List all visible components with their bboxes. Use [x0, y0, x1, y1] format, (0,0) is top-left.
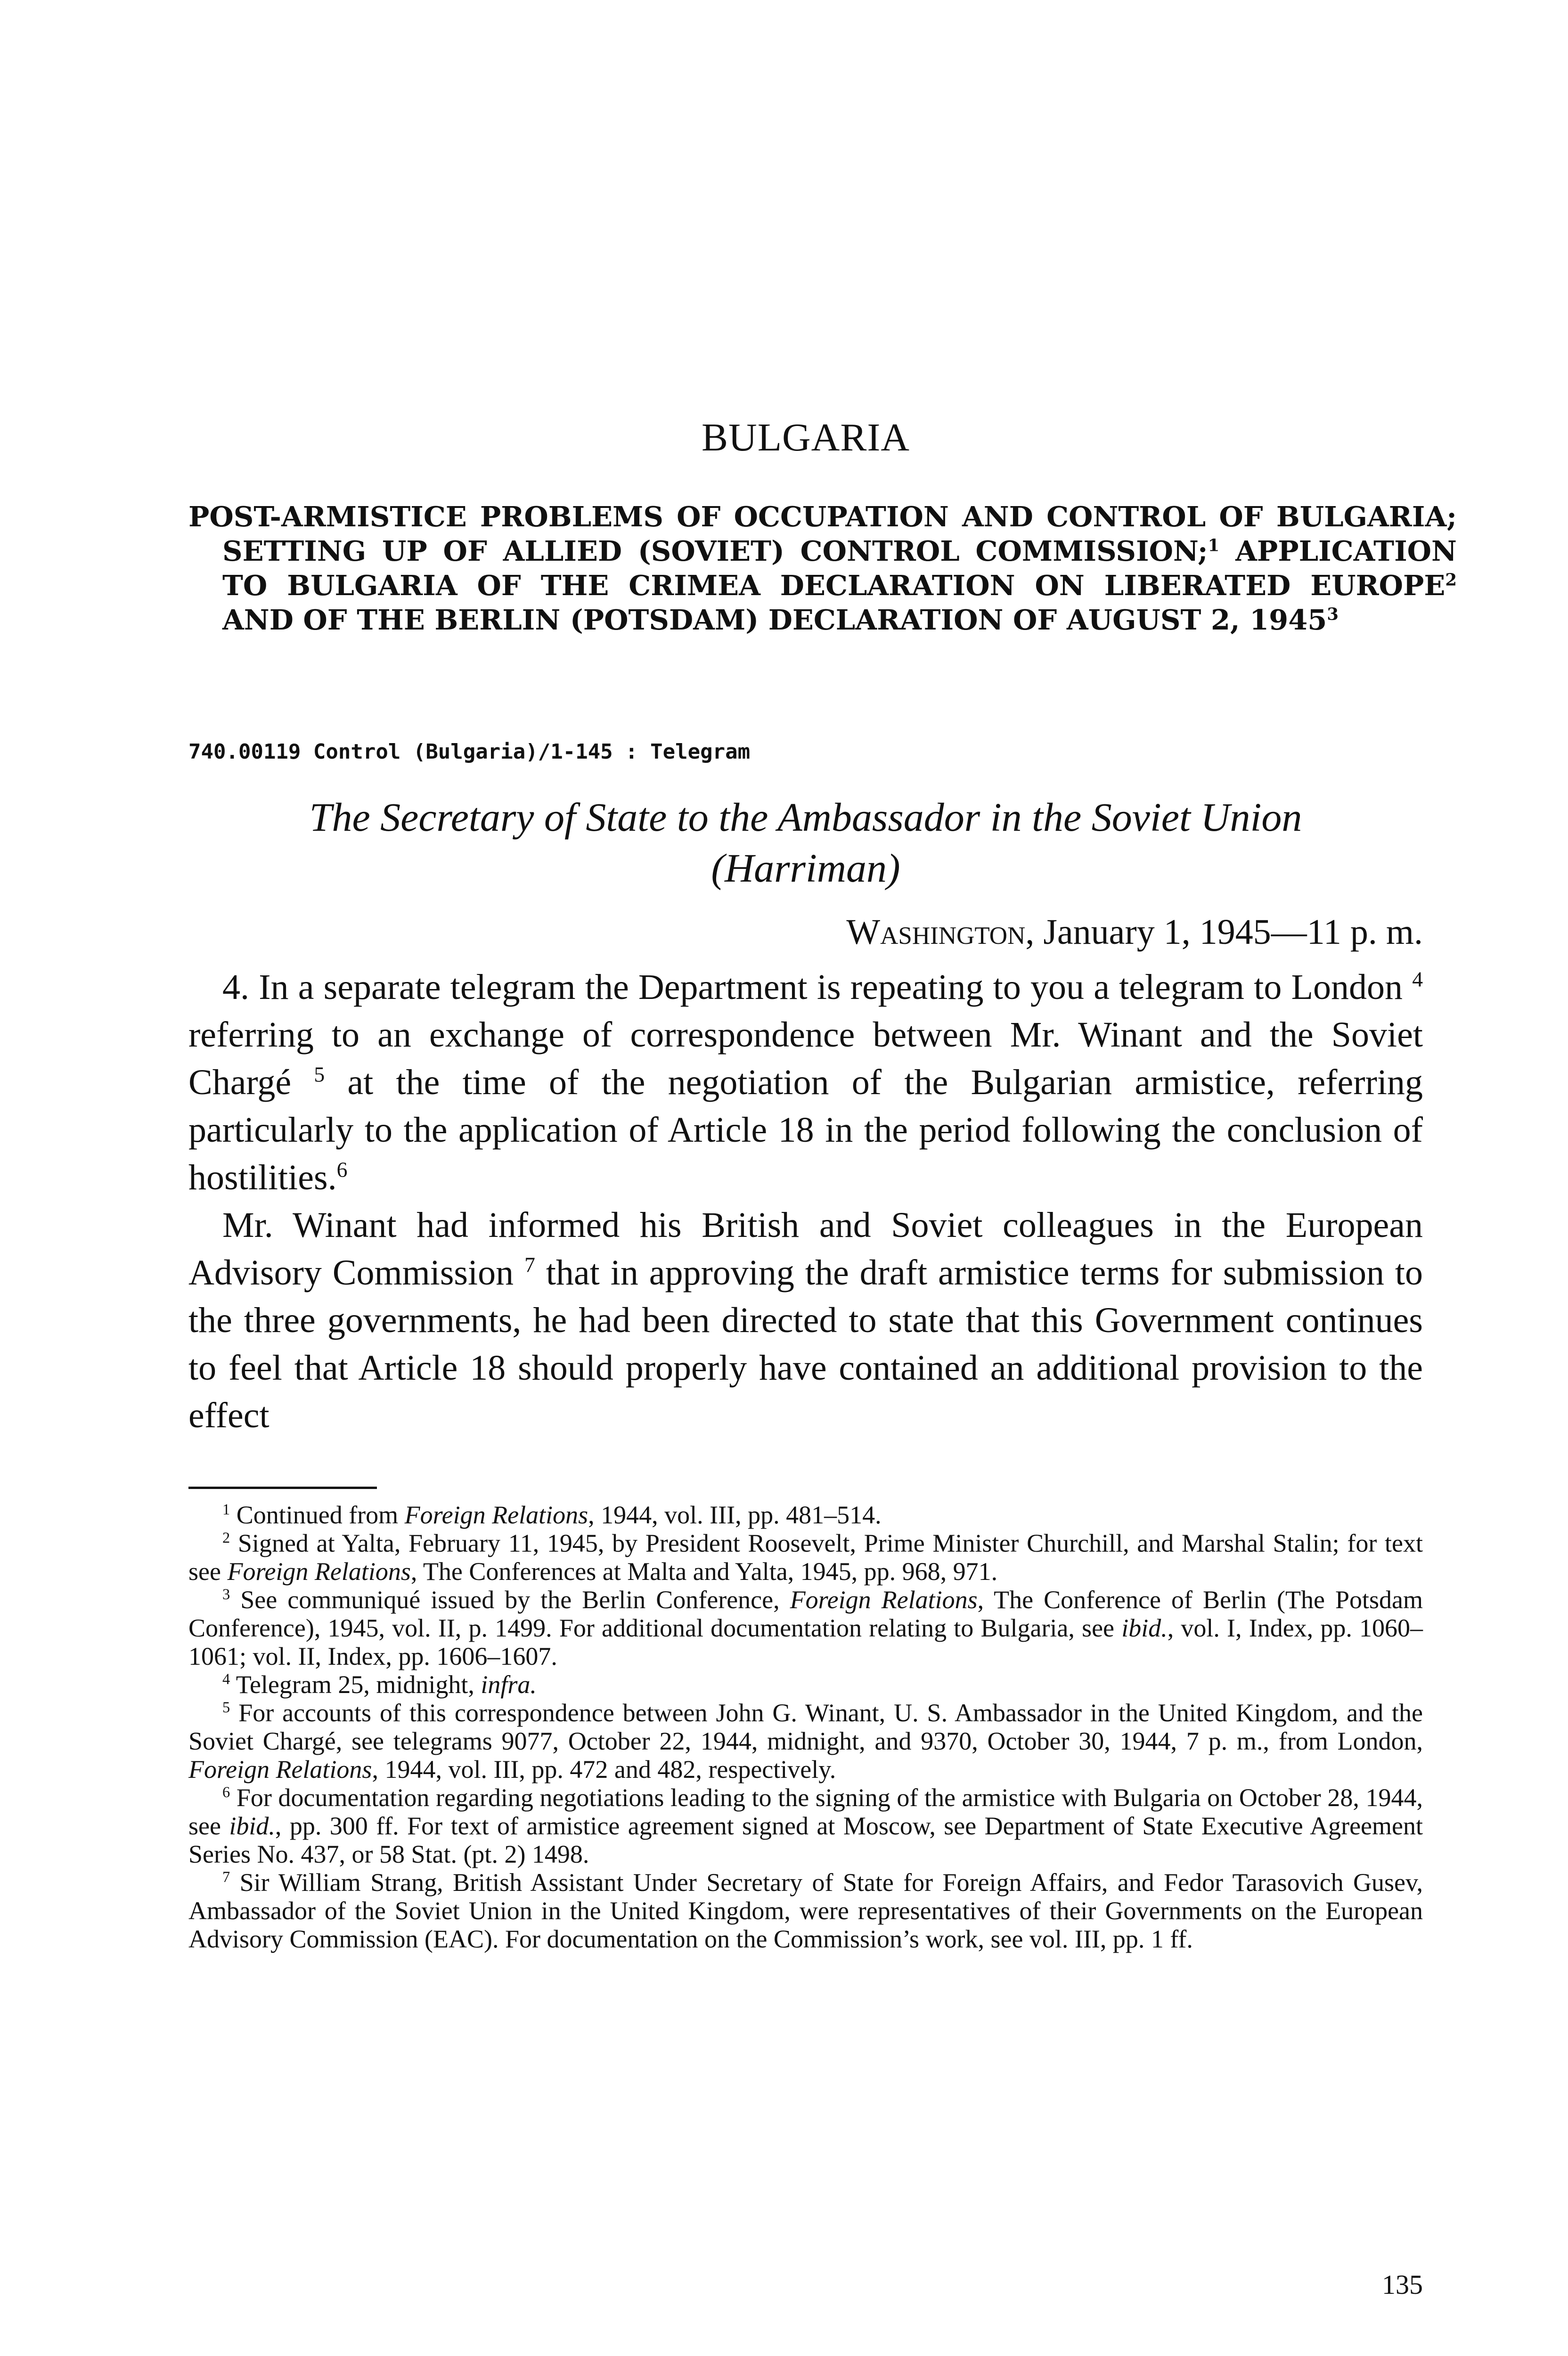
footnote-ref: 1	[1208, 536, 1220, 556]
footnote-text: , The Conference of Berlin (The Potsdam Conference), 1945, vol. II, p. 1499. For additional documentation relating to Bulgaria, see	[188, 1586, 1423, 1642]
body-paragraph	[188, 964, 1423, 1202]
body-text-run: 4. In a separate telegram the Department is repeating to you a telegram to London	[222, 967, 1403, 1007]
footnote-text: For documentation regarding negotiations leading to the signing of the armistice with Bulgaria on October 28, 1944, see	[188, 1783, 1423, 1840]
footnote-number: 4	[222, 1671, 230, 1688]
addressee-line: (Harriman)	[711, 845, 900, 891]
body-paragraph	[188, 1202, 1423, 1440]
footnote-number: 2	[222, 1530, 230, 1546]
footnotes	[188, 1501, 1423, 1953]
footnote-7	[188, 1868, 1423, 1953]
footnote-text: , The Conferences at Malta and Yalta, 1945, pp. 968, 971.	[410, 1557, 998, 1586]
footnote-4	[188, 1670, 1423, 1699]
body-text-run: referring to an exchange of correspondence between Mr. Winant and the Soviet Chargé	[188, 1015, 1423, 1102]
footnote-text: Continued from	[236, 1501, 405, 1529]
footnote-italic: Foreign Relations	[188, 1755, 372, 1783]
footnote-text: , 1944, vol. III, pp. 472 and 482, respectively.	[372, 1755, 836, 1783]
footnote-number: 5	[222, 1699, 230, 1716]
footnote-text: For accounts of this correspondence between John G. Winant, U. S. Ambassador in the United Kingdom, and the Soviet Chargé, see telegrams 9077, October 22, 1944, midnight, and 9370, October 30, 1944, 7 p. m., from London,	[188, 1699, 1423, 1755]
footnote-ref: 7	[524, 1252, 535, 1277]
footnote-italic: Foreign Relations	[227, 1557, 411, 1586]
date: January 1, 1945—11 p. m.	[1043, 912, 1423, 952]
footnote-number: 7	[222, 1869, 230, 1886]
footnote-rule	[188, 1487, 377, 1489]
footnote-1	[188, 1501, 1423, 1529]
footnote-text: , pp. 300 ff. For text of armistice agreement signed at Moscow, see Department of State Executive Agreement Series No. 437, or 58 Stat. (pt. 2) 1498.	[188, 1812, 1423, 1868]
footnote-italic: infra.	[481, 1670, 537, 1699]
footnote-text: See communiqué issued by the Berlin Conference,	[240, 1586, 790, 1614]
place: Washington,	[846, 912, 1035, 952]
footnote-number: 3	[222, 1586, 230, 1603]
footnote-3	[188, 1586, 1423, 1670]
subject-heading	[188, 499, 1457, 637]
footnote-text: , 1944, vol. III, pp. 481–514.	[588, 1501, 882, 1529]
telegram-body	[188, 964, 1423, 1440]
footnote-italic: ibid.	[1121, 1614, 1168, 1642]
footnote-ref: 4	[1412, 967, 1423, 991]
footnote-6	[188, 1783, 1423, 1868]
page-number: 135	[1382, 2269, 1423, 2300]
dateline	[188, 912, 1423, 953]
footnote-italic: ibid.	[229, 1812, 275, 1840]
footnote-ref: 5	[314, 1062, 325, 1087]
title-line: The Secretary of State to the Ambassador in the Soviet Union	[309, 794, 1302, 840]
footnote-text: Telegram 25, midnight,	[236, 1670, 481, 1699]
footnote-number: 6	[222, 1784, 230, 1801]
body-text-run: at the time of the negotiation of the Bulgarian armistice, referring particularly to the application of Article 18 in the period following the conclusion of hostilities.	[188, 1063, 1423, 1197]
subject-text: POST-ARMISTICE PROBLEMS OF OCCUPATION AND CONTROL OF BULGARIA; SETTING UP OF ALLIED (SOVIET) CONTROL COMMISSION;	[188, 500, 1457, 567]
footnote-text: Sir William Strang, British Assistant Under Secretary of State for Foreign Affairs, and Fedor Tarasovich Gusev, Ambassador of the Soviet Union in the United Kingdom, were representatives of their Governments on the European Advisory Commission (EAC). For documentation on the Commission’s work, see vol. III, pp. 1 ff.	[188, 1868, 1423, 1953]
file-number: 740.00119 Control (Bulgaria)/1-145 : Telegram	[188, 740, 751, 764]
body-text-run: that in approving the draft armistice terms for submission to the three governments, he had been directed to state that this Government continues to feel that Article 18 should properly have contained an additional provision to the effect	[188, 1253, 1423, 1435]
footnote-text: , vol. I, Index, pp. 1060–1061; vol. II, Index, pp. 1606–1607.	[188, 1614, 1423, 1670]
footnote-ref: 2	[1445, 570, 1457, 590]
document-title	[188, 792, 1423, 893]
footnote-italic: Foreign Relations	[790, 1586, 978, 1614]
subject-text: APPLICATION TO BULGARIA OF THE CRIMEA DECLARATION ON LIBERATED EUROPE	[222, 535, 1457, 602]
body-text-run: Mr. Winant had informed his British and Soviet colleagues in the European Advisory Commission	[188, 1205, 1423, 1293]
footnote-ref: 6	[336, 1157, 348, 1182]
footnote-5	[188, 1699, 1423, 1783]
footnote-text: Signed at Yalta, February 11, 1945, by President Roosevelt, Prime Minister Churchill, and Marshal Stalin; for text see	[188, 1529, 1423, 1586]
subject-text: AND OF THE BERLIN (POTSDAM) DECLARATION OF AUGUST 2, 1945	[222, 604, 1327, 636]
country-heading: BULGARIA	[702, 416, 910, 459]
footnote-number: 1	[222, 1501, 230, 1518]
footnote-2	[188, 1529, 1423, 1586]
footnote-italic: Foreign Relations	[404, 1501, 588, 1529]
footnote-ref: 3	[1327, 605, 1339, 624]
